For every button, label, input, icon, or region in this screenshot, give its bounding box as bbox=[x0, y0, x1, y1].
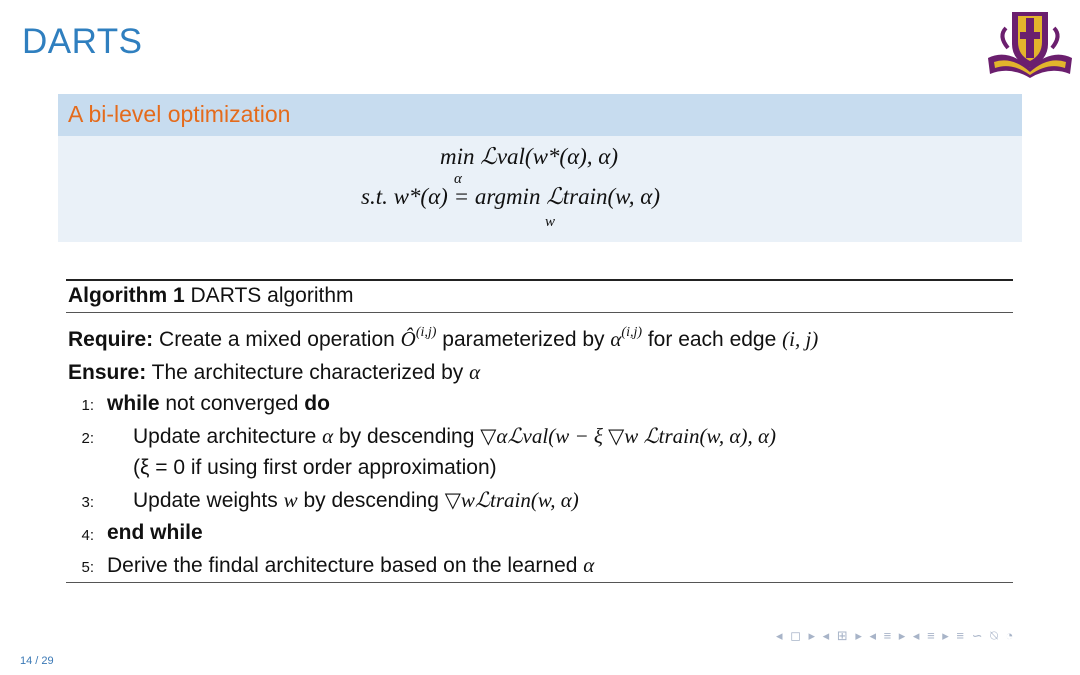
step-3-math-a: w bbox=[283, 488, 298, 512]
step-5-text: Derive the findal architecture based on the learned bbox=[107, 554, 584, 577]
algorithm-caption-rule bbox=[66, 312, 1013, 313]
require-math-o-sup: (i,j) bbox=[415, 325, 437, 340]
ensure-text: The architecture characterized by bbox=[151, 361, 470, 384]
step-4 bbox=[107, 521, 203, 545]
block-title: A bi-level optimization bbox=[58, 94, 1022, 136]
optimization-block bbox=[58, 94, 1022, 242]
step-2-math-b: ▽αℒval(w − ξ ▽w ℒtrain(w, α), α) bbox=[480, 424, 776, 448]
algorithm-name: DARTS algorithm bbox=[190, 284, 354, 307]
objective-equation: min ℒval(w*(α), α) bbox=[440, 144, 619, 169]
require-text-c: for each edge bbox=[642, 328, 783, 351]
ensure-math: α bbox=[469, 360, 481, 384]
step-2-math-a: α bbox=[322, 424, 334, 448]
require-keyword: Require: bbox=[68, 328, 154, 351]
step-number: 4: bbox=[81, 527, 94, 544]
step-1 bbox=[107, 392, 330, 416]
step-3 bbox=[133, 488, 579, 513]
step-3-math-b: ▽wℒtrain(w, α) bbox=[444, 488, 579, 512]
require-line bbox=[68, 325, 818, 352]
end-while-keyword: end while bbox=[107, 521, 203, 544]
constraint-equation: s.t. w*(α) = argmin ℒtrain(w, α) bbox=[361, 184, 661, 209]
page-number: 14 / 29 bbox=[20, 655, 54, 667]
ensure-line bbox=[68, 360, 480, 385]
step-2 bbox=[133, 424, 776, 449]
constraint-subscript: w bbox=[545, 214, 556, 230]
beamer-navigation-icons[interactable]: ◂ ◻ ▸ ◂ ⊞ ▸ ◂ ≡ ▸ ◂ ≡ ▸ ≡ ∽ ⍉ ◔ bbox=[776, 628, 1016, 643]
require-math-alpha: α bbox=[610, 327, 622, 351]
require-text-b: parameterized by bbox=[436, 328, 611, 351]
step-5-math: α bbox=[583, 553, 595, 577]
ensure-keyword: Ensure: bbox=[68, 361, 147, 384]
algorithm-caption bbox=[68, 284, 354, 308]
step-1-text: not converged bbox=[159, 392, 305, 415]
step-number: 3: bbox=[81, 494, 94, 511]
algorithm-top-rule bbox=[66, 279, 1013, 281]
require-math-edge: (i, j) bbox=[782, 327, 819, 351]
step-3-text-a: Update weights bbox=[133, 489, 284, 512]
while-keyword: while bbox=[107, 392, 160, 415]
block-body bbox=[58, 136, 1022, 242]
step-2-note: (ξ = 0 if using first order approximation) bbox=[133, 456, 497, 479]
algorithm-label: Algorithm 1 bbox=[68, 284, 185, 307]
algorithm-bottom-rule bbox=[66, 582, 1013, 583]
objective-subscript: α bbox=[454, 171, 462, 187]
step-2-text-b: by descending bbox=[333, 425, 481, 448]
require-text-a: Create a mixed operation bbox=[159, 328, 401, 351]
step-number: 1: bbox=[81, 397, 94, 414]
slide-title: DARTS bbox=[22, 22, 143, 61]
step-5 bbox=[107, 553, 594, 578]
step-number: 2: bbox=[81, 430, 94, 447]
step-number: 5: bbox=[81, 559, 94, 576]
step-3-text-b: by descending bbox=[297, 489, 445, 512]
university-crest-logo bbox=[984, 8, 1076, 80]
do-keyword: do bbox=[304, 392, 330, 415]
require-math-o: Ô bbox=[400, 327, 416, 351]
require-math-alpha-sup: (i,j) bbox=[621, 325, 643, 340]
step-2-text-a: Update architecture bbox=[133, 425, 323, 448]
